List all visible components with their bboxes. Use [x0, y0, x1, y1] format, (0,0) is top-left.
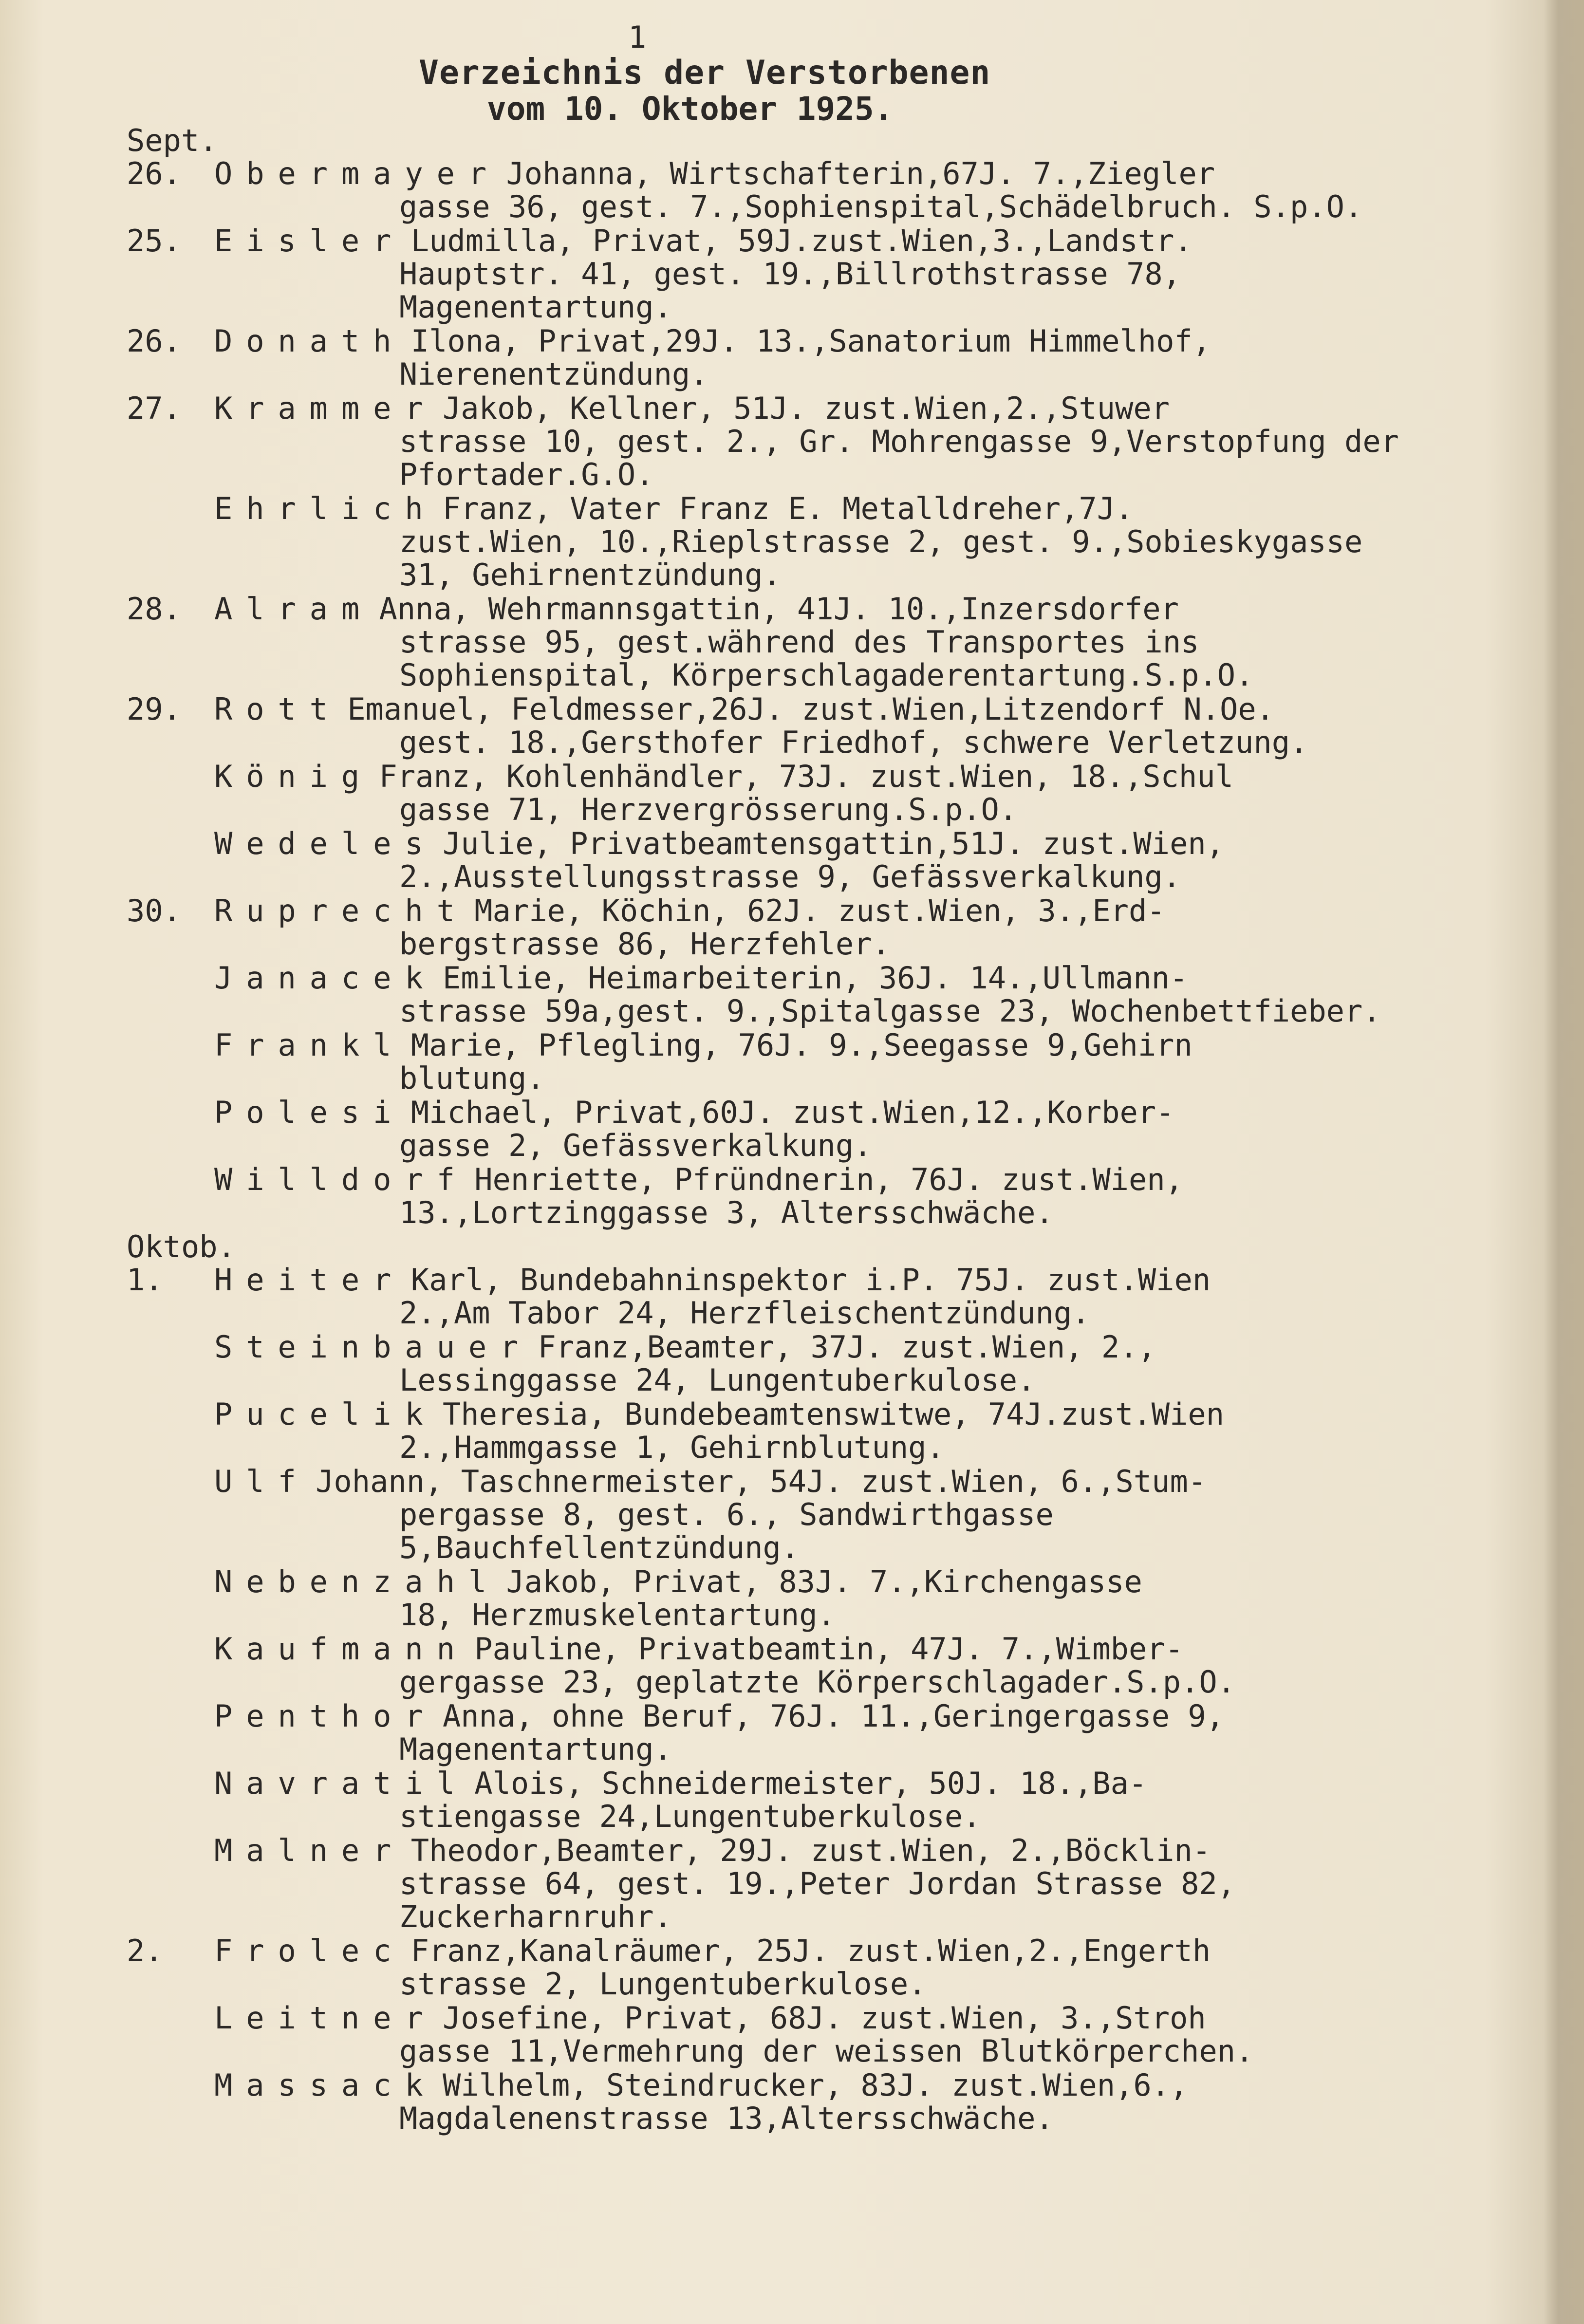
entry-first-line	[214, 2002, 1422, 2035]
entry-details: Anna, Wehrmannsgattin, 41J. 10.,Inzersdorfer	[379, 591, 1179, 627]
entry-details: Marie, Köchin, 62J. zust.Wien, 3.,Erd-	[474, 893, 1165, 929]
entry-surname: Janacek	[214, 960, 437, 996]
entry-first-line	[214, 492, 1422, 525]
entry-first-line	[214, 1565, 1422, 1599]
entry-details: Johann, Taschnermeister, 54J. zust.Wien, 6.,Stum-	[316, 1464, 1207, 1499]
register-entry	[127, 1465, 1422, 1564]
entry-first-line	[214, 693, 1422, 726]
entry-details: Franz,Kanalräumer, 25J. zust.Wien,2.,Engerth	[410, 1933, 1211, 1969]
register-entry	[127, 827, 1422, 893]
document-subtitle: vom 10. Oktober 1925.	[487, 90, 894, 128]
entry-day: 27.	[127, 390, 181, 426]
register-entry	[127, 1934, 1422, 2001]
entry-continuation: gergasse 23, geplatzte Körperschlagader.S.p.O.	[399, 1664, 1236, 1700]
entry-surname: Steinbauer	[214, 1329, 532, 1365]
entry-surname: Pucelik	[214, 1396, 437, 1432]
register-entry	[127, 593, 1422, 692]
entry-continuation: Hauptstr. 41, gest. 19.,Billrothstrasse 78, Magenentartung.	[399, 256, 1181, 325]
entry-continuation: strasse 64, gest. 19.,Peter Jordan Strasse 82, Zuckerharnruhr.	[399, 1866, 1236, 1934]
entry-first-line	[214, 325, 1422, 358]
entry-continuation: gest. 18.,Gersthofer Friedhof, schwere Verletzung.	[399, 725, 1308, 760]
register-entry	[127, 1331, 1422, 1397]
entry-first-line	[214, 2069, 1422, 2102]
entry-details: Franz,Beamter, 37J. zust.Wien, 2.,	[538, 1329, 1156, 1365]
register-entry	[127, 224, 1422, 324]
entry-day: 26.	[127, 156, 181, 191]
register-entry	[127, 1398, 1422, 1464]
entry-first-line	[214, 1767, 1422, 1800]
entry-surname: Heiter	[214, 1262, 405, 1298]
entry-day: 25.	[127, 223, 181, 259]
entry-first-line	[214, 1029, 1422, 1062]
entry-surname: Ruprecht	[214, 893, 468, 929]
entry-surname: König	[214, 759, 373, 794]
entry-first-line	[214, 894, 1422, 928]
entry-first-line	[214, 1398, 1422, 1431]
entry-details: Emilie, Heimarbeiterin, 36J. 14.,Ullmann-	[442, 960, 1188, 996]
entry-details: Pauline, Privatbeamtin, 47J. 7.,Wimber-	[474, 1631, 1183, 1667]
entry-first-line	[214, 1163, 1422, 1196]
register-entry	[127, 1029, 1422, 1095]
entry-surname: Malner	[214, 1833, 405, 1868]
entry-continuation: gasse 11,Vermehrung der weissen Blutkörperchen.	[399, 2033, 1254, 2069]
month-label-oktober: Oktob.	[127, 1229, 236, 1264]
register-entry	[127, 492, 1422, 592]
entry-details: Emanuel, Feldmesser,26J. zust.Wien,Litzendorf N.Oe.	[347, 691, 1274, 727]
entry-continuation: pergasse 8, gest. 6., Sandwirthgasse 5,Bauchfellentzündung.	[399, 1497, 1054, 1565]
entry-continuation: strasse 59a,gest. 9.,Spitalgasse 23, Wochenbettfieber.	[399, 993, 1381, 1029]
entry-continuation: Magenentartung.	[399, 1731, 672, 1767]
entry-continuation: gasse 71, Herzvergrösserung.S.p.O.	[399, 792, 1018, 827]
entry-surname: Rott	[214, 691, 341, 727]
entry-first-line	[214, 962, 1422, 995]
entry-continuation: blutung.	[399, 1060, 545, 1096]
entry-surname: Nebenzahl	[214, 1564, 501, 1599]
entry-surname: Alram	[214, 591, 373, 627]
entry-surname: Donath	[214, 323, 405, 359]
register-entry	[127, 1096, 1422, 1162]
entry-first-line	[214, 827, 1422, 860]
register-entry	[127, 693, 1422, 759]
entry-surname: Ulf	[214, 1464, 310, 1499]
entry-details: Michael, Privat,60J. zust.Wien,12.,Korber-	[410, 1095, 1174, 1130]
entry-surname: Leitner	[214, 2000, 437, 2036]
register-entry	[127, 325, 1422, 391]
entry-day: 26.	[127, 323, 181, 359]
entry-details: Marie, Pflegling, 76J. 9.,Seegasse 9,Gehirn	[410, 1027, 1193, 1063]
entry-first-line	[214, 1465, 1422, 1498]
register-entry	[127, 962, 1422, 1028]
register-entry	[127, 760, 1422, 826]
entry-details: Theodor,Beamter, 29J. zust.Wien, 2.,Böcklin-	[410, 1833, 1211, 1868]
entry-first-line	[214, 760, 1422, 793]
entry-first-line	[214, 392, 1422, 425]
entry-day: 29.	[127, 691, 181, 727]
entry-details: Julie, Privatbeamtensgattin,51J. zust.Wien,	[442, 826, 1225, 861]
entry-details: Josefine, Privat, 68J. zust.Wien, 3.,Stroh	[442, 2000, 1206, 2036]
entry-surname: Frolec	[214, 1933, 405, 1969]
entry-continuation: gasse 2, Gefässverkalkung.	[399, 1128, 872, 1163]
entry-continuation: 18, Herzmuskelentartung.	[399, 1597, 836, 1633]
death-register-list	[127, 124, 1422, 2136]
entry-continuation: strasse 10, gest. 2., Gr. Mohrengasse 9,Verstopfung der Pfortader.G.O.	[399, 424, 1399, 492]
entry-continuation: strasse 95, gest.während des Transportes ins Sophienspital, Körperschlagaderentartung.S.p.O.	[399, 624, 1254, 693]
entry-details: Franz, Vater Franz E. Metalldreher,7J.	[442, 491, 1134, 526]
register-entry	[127, 392, 1422, 491]
entry-first-line	[214, 1331, 1422, 1364]
entry-continuation: zust.Wien, 10.,Rieplstrasse 2, gest. 9.,Sobieskygasse 31, Gehirnentzündung.	[399, 524, 1363, 593]
entry-details: Ilona, Privat,29J. 13.,Sanatorium Himmelhof,	[410, 323, 1211, 359]
register-entry	[127, 2002, 1422, 2068]
document-title: Verzeichnis der Verstorbenen	[419, 54, 991, 92]
entry-surname: Polesi	[214, 1095, 405, 1130]
entry-details: Jakob, Privat, 83J. 7.,Kirchengasse	[506, 1564, 1142, 1599]
entry-continuation: Lessinggasse 24, Lungentuberkulose.	[399, 1362, 1036, 1398]
entry-details: Wilhelm, Steindrucker, 83J. zust.Wien,6.,	[442, 2067, 1188, 2103]
entry-continuation: 13.,Lortzinggasse 3, Altersschwäche.	[399, 1195, 1054, 1230]
entry-surname: Ehrlich	[214, 491, 437, 526]
register-entry	[127, 1834, 1422, 1934]
entry-continuation: 2.,Hammgasse 1, Gehirnblutung.	[399, 1430, 945, 1465]
entry-first-line	[214, 1633, 1422, 1666]
entry-surname: Wedeles	[214, 826, 437, 861]
entry-surname: Frankl	[214, 1027, 405, 1063]
entry-continuation: bergstrasse 86, Herzfehler.	[399, 926, 890, 962]
page-number: 1	[628, 19, 647, 55]
register-entry	[127, 1767, 1422, 1833]
entry-surname: Obermayer	[214, 156, 501, 191]
register-entry	[127, 1565, 1422, 1632]
entry-surname: Penthor	[214, 1698, 437, 1734]
entry-details: Henriette, Pfründnerin, 76J. zust.Wien,	[474, 1162, 1183, 1197]
entry-day: 28.	[127, 591, 181, 627]
entry-surname: Kaufmann	[214, 1631, 468, 1667]
entry-first-line	[214, 1700, 1422, 1733]
entry-details: Karl, Bundebahninspektor i.P. 75J. zust.Wien	[410, 1262, 1211, 1298]
entry-continuation: 2.,Ausstellungsstrasse 9, Gefässverkalkung.	[399, 859, 1181, 894]
entry-details: Jakob, Kellner, 51J. zust.Wien,2.,Stuwer	[442, 390, 1170, 426]
entry-day: 2.	[127, 1933, 163, 1969]
month-label-september: Sept.	[127, 123, 218, 158]
register-entry	[127, 1163, 1422, 1229]
entry-details: Alois, Schneidermeister, 50J. 18.,Ba-	[474, 1766, 1147, 1801]
entry-first-line	[214, 224, 1422, 258]
entry-continuation: Magdalenenstrasse 13,Altersschwäche.	[399, 2101, 1054, 2136]
entry-first-line	[214, 1096, 1422, 1129]
entry-day: 30.	[127, 893, 181, 929]
entry-surname: Eisler	[214, 223, 405, 259]
register-entry	[127, 894, 1422, 961]
entry-continuation: Nierenentzündung.	[399, 356, 708, 392]
entry-surname: Willdorf	[214, 1162, 468, 1197]
entry-details: Johanna, Wirtschafterin,67J. 7.,Ziegler	[506, 156, 1215, 191]
register-entry	[127, 1264, 1422, 1330]
entry-details: Franz, Kohlenhändler, 73J. zust.Wien, 18.,Schul	[379, 759, 1233, 794]
entry-first-line	[214, 157, 1422, 190]
entry-surname: Krammer	[214, 390, 437, 426]
entry-details: Theresia, Bundebeamtenswitwe, 74J.zust.Wien	[442, 1396, 1225, 1432]
page-edge-shadow	[1544, 0, 1584, 2324]
entry-continuation: gasse 36, gest. 7.,Sophienspital,Schädelbruch. S.p.O.	[399, 189, 1363, 224]
entry-details: Anna, ohne Beruf, 76J. 11.,Geringergasse 9,	[442, 1698, 1225, 1734]
entry-first-line	[214, 593, 1422, 626]
entry-surname: Navratil	[214, 1766, 468, 1801]
register-entry	[127, 157, 1422, 223]
register-entry	[127, 1633, 1422, 1699]
register-entry	[127, 1700, 1422, 1766]
entry-day: 1.	[127, 1262, 163, 1298]
entry-continuation: stiengasse 24,Lungentuberkulose.	[399, 1799, 981, 1834]
entry-surname: Massack	[214, 2067, 437, 2103]
entry-first-line	[214, 1834, 1422, 1867]
entry-details: Ludmilla, Privat, 59J.zust.Wien,3.,Landstr.	[410, 223, 1193, 259]
register-entry	[127, 2069, 1422, 2135]
entry-continuation: strasse 2, Lungentuberkulose.	[399, 1966, 927, 2002]
entry-first-line	[214, 1264, 1422, 1297]
entry-continuation: 2.,Am Tabor 24, Herzfleischentzündung.	[399, 1295, 1090, 1331]
entry-first-line	[214, 1934, 1422, 1968]
